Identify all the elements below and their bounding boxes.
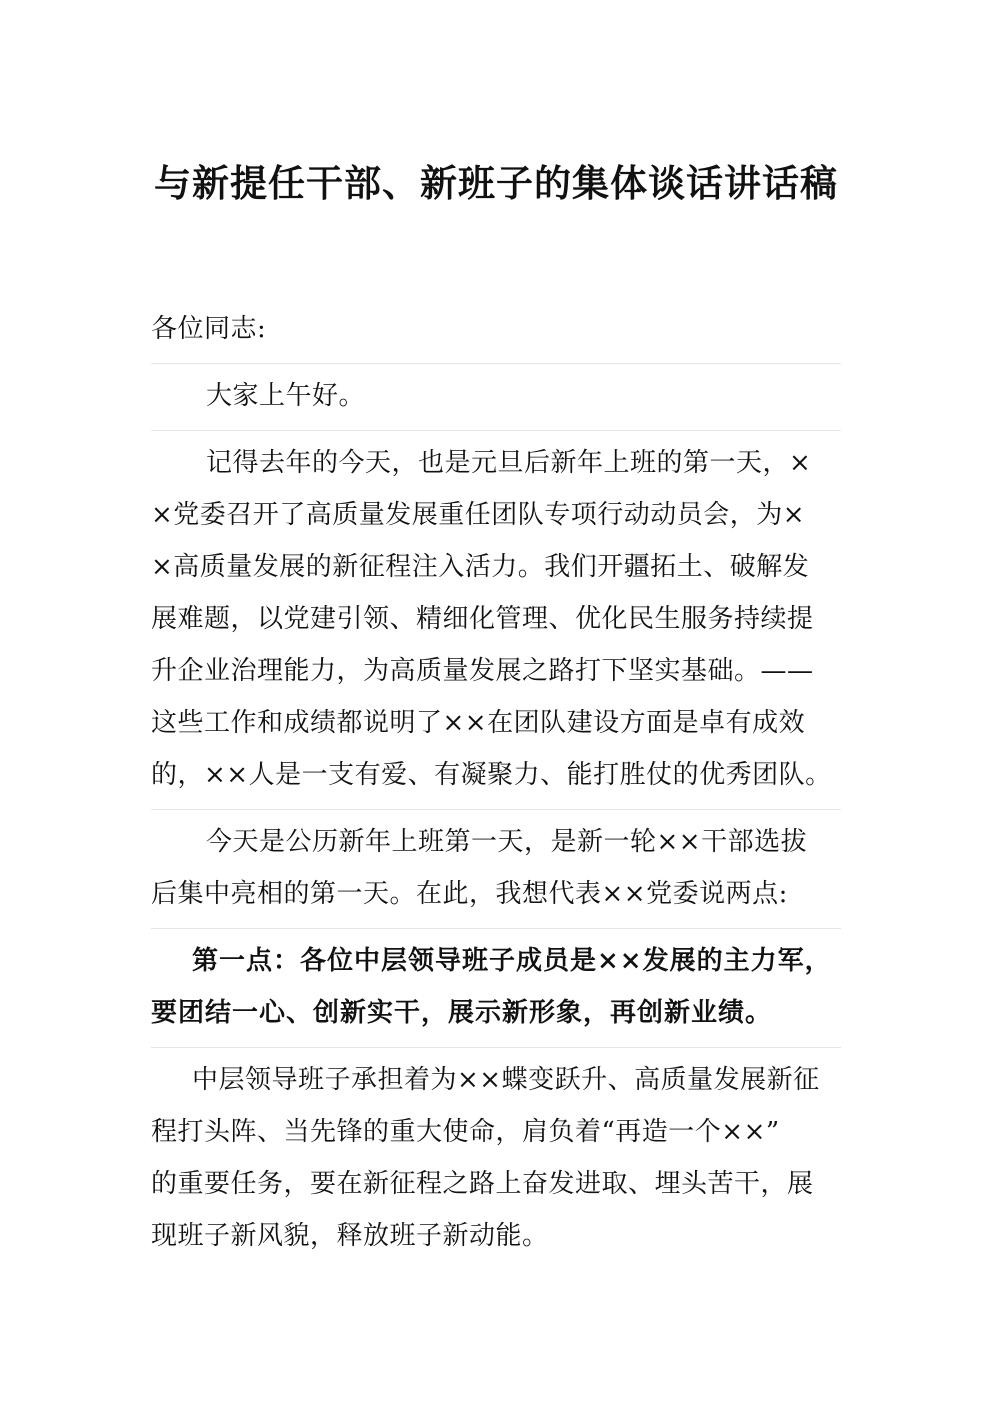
paragraph-1-line: ×高质量发展的新征程注入活力。我们开疆拓土、破解发 (151, 552, 810, 582)
paragraph-1-line: 记得去年的今天，也是元旦后新年上班的第一天，× (206, 448, 812, 478)
paragraph-1 (151, 437, 841, 810)
section-heading-1-line: 要团结一心、创新实干，展示新形象，再创新业绩。 (151, 998, 773, 1028)
salutation-text: 各位同志: (151, 314, 267, 344)
paragraph-2-line: 后集中亮相的第一天。在此，我想代表××党委说两点: (151, 879, 788, 909)
document-body (151, 303, 841, 1276)
paragraph-3-line: 的重要任务，要在新征程之路上奋发进取、埋头苦干，展 (151, 1169, 814, 1199)
section-heading-1 (151, 935, 841, 1048)
paragraph-3-line: 现班子新风貌，释放班子新动能。 (151, 1221, 549, 1251)
salutation (151, 303, 841, 364)
greeting-paragraph (151, 370, 841, 431)
paragraph-2 (151, 816, 841, 929)
paragraph-1-line: 升企业治理能力，为高质量发展之路打下坚实基础。—— (151, 656, 814, 686)
paragraph-1-line: 展难题，以党建引领、精细化管理、优化民生服务持续提 (151, 604, 814, 634)
paragraph-1-line: 这些工作和成绩都说明了××在团队建设方面是卓有成效 (151, 708, 806, 738)
document-title: 与新提任干部、新班子的集体谈话讲话稿 (154, 161, 838, 205)
paragraph-3-line: 中层领导班子承担着为××蝶变跃升、高质量发展新征 (192, 1065, 820, 1095)
paragraph-2-line: 今天是公历新年上班第一天，是新一轮××干部选拔 (206, 827, 808, 857)
paragraph-3 (151, 1054, 841, 1270)
greeting-text: 大家上午好。 (206, 381, 366, 411)
paragraph-1-line: ×党委召开了高质量发展重任团队专项行动动员会，为× (151, 500, 806, 530)
paragraph-1-line: 的，××人是一支有爱、有凝聚力、能打胜仗的优秀团队。 (151, 760, 832, 790)
paragraph-3-line: 程打头阵、当先锋的重大使命，肩负着“再造一个××” (151, 1117, 780, 1147)
section-heading-1-line: 第一点：各位中层领导班子成员是××发展的主力军， (192, 946, 832, 976)
